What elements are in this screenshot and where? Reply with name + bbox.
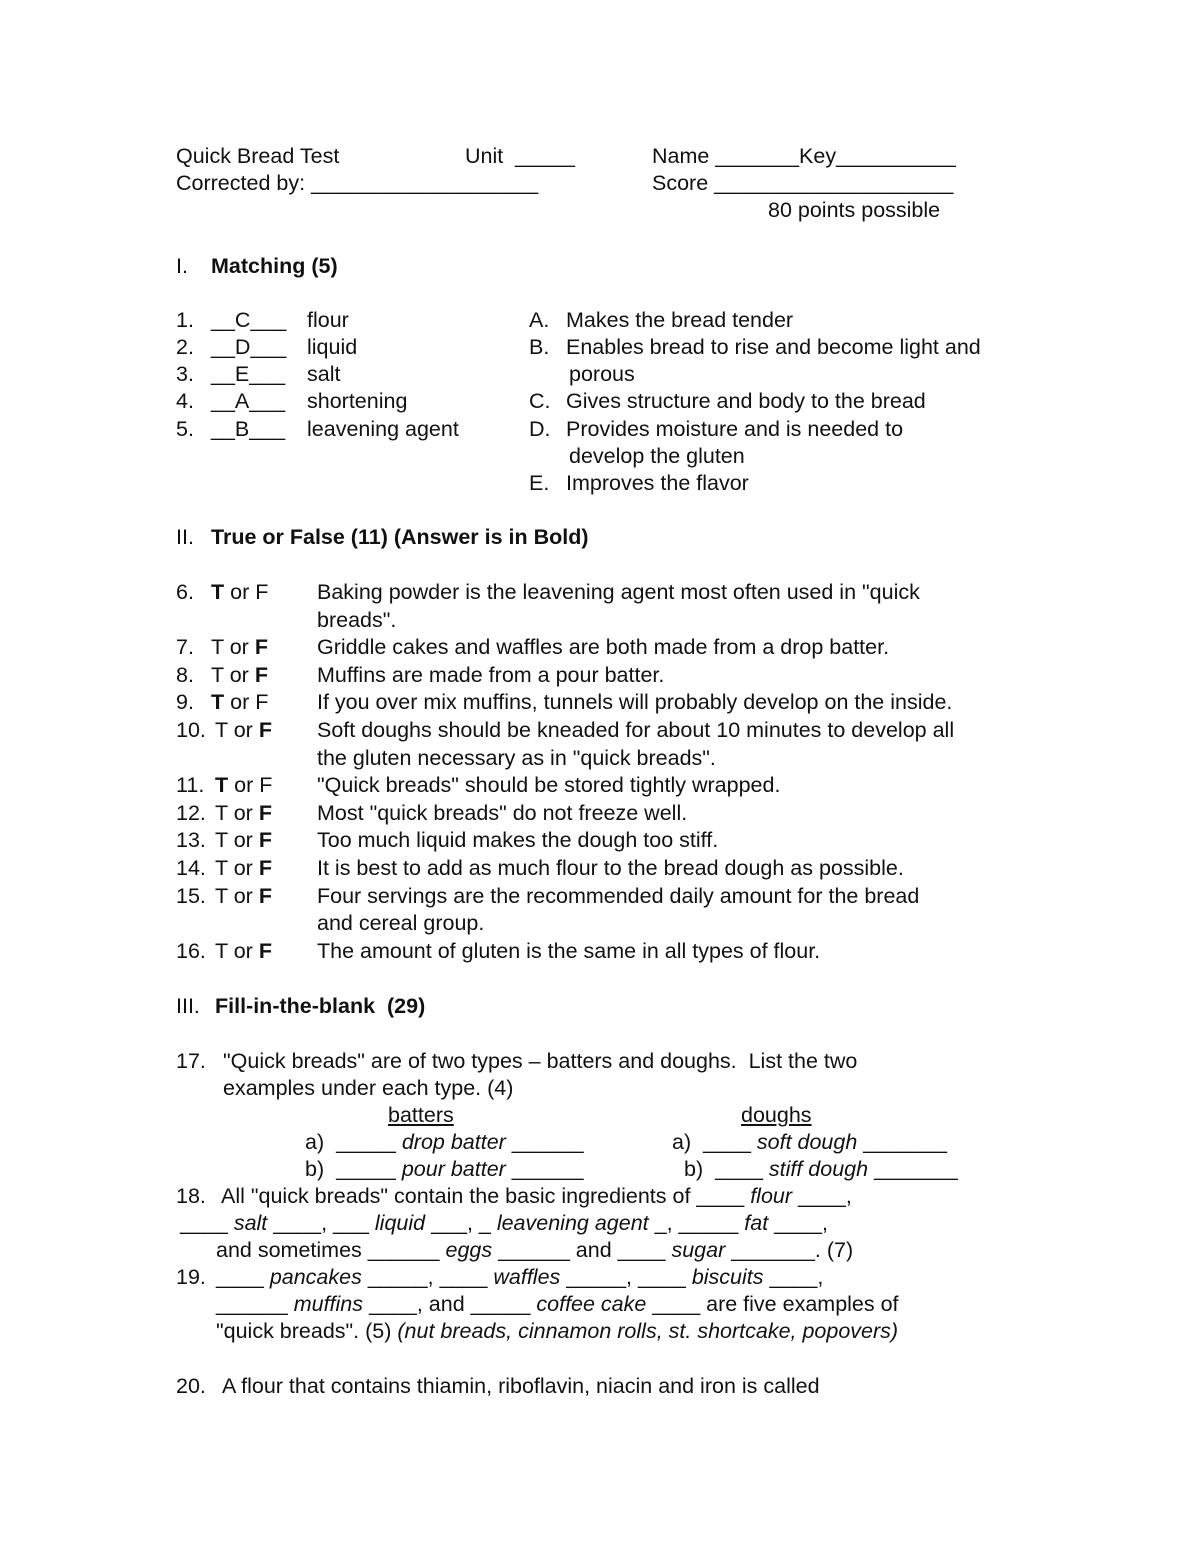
list-item-number: 1. (176, 308, 194, 332)
statement-text-continued: breads". (317, 607, 397, 632)
true-option: T (211, 635, 224, 660)
batter-b: b) _____ pour batter ______ (305, 1157, 584, 1181)
true-option: T (211, 662, 224, 687)
statement-text: Soft doughs should be kneaded for about 10 minutes to develop all (317, 718, 955, 742)
answer-text: pour batter (401, 1157, 506, 1181)
batter-a: a) _____ drop batter ______ (305, 1130, 584, 1154)
statement-text-continued: and cereal group. (317, 911, 485, 936)
true-option: T (211, 580, 225, 604)
q19-line3: "quick breads". (5) (nut breads, cinnamon rolls, st. shortcake, popovers) (216, 1319, 899, 1343)
matching-answer: __D___ (211, 335, 287, 359)
list-item-number: 6. (176, 580, 194, 604)
q18-line3: and sometimes ______ eggs ______ and ____ sugar _______. (7) (216, 1238, 854, 1262)
false-option: F (254, 662, 268, 687)
test-title: Quick Bread Test (176, 144, 340, 168)
true-false-choice: T or F (215, 718, 272, 742)
false-option: F (258, 883, 272, 908)
dough-b: b) ____ stiff dough _______ (684, 1157, 958, 1181)
list-item-number: 7. (176, 635, 194, 660)
section-title: Matching (5) (211, 254, 338, 278)
q19-line1: ____ pancakes _____, ____ waffles _____, ____ biscuits ____, (216, 1265, 824, 1289)
section-numeral: I. (176, 254, 188, 278)
false-option: F (258, 800, 272, 825)
question-number: 17. (176, 1049, 206, 1073)
list-item-number: 11. (176, 773, 205, 798)
false-option: F (259, 773, 273, 798)
statement-text: Baking powder is the leavening agent most often used in "quick (317, 580, 920, 604)
true-false-choice: T or F (215, 938, 272, 963)
option-letter: D. (529, 417, 551, 441)
list-item-number: 16. (176, 938, 206, 963)
option-text: Makes the bread tender (566, 308, 794, 332)
question-text: "Quick breads" are of two types – batters and doughs. List the two (223, 1049, 858, 1073)
list-item-number: 4. (176, 389, 194, 413)
section-numeral: II. (176, 525, 194, 549)
list-item-number: 15. (176, 883, 206, 908)
section-title: True or False (11) (Answer is in Bold) (211, 525, 589, 549)
matching-answer: __E___ (211, 362, 286, 386)
true-option: T (215, 773, 229, 798)
question-text: A flour that contains thiamin, riboflavin, niacin and iron is called (222, 1374, 820, 1398)
option-text: Improves the flavor (566, 471, 749, 495)
false-option: F (255, 580, 269, 604)
true-false-choice: T or F (211, 635, 268, 660)
false-option: F (258, 938, 272, 963)
unit-field: Unit _____ (465, 144, 575, 168)
option-text: Enables bread to rise and become light and (566, 335, 981, 359)
true-false-choice: T or F (215, 883, 272, 908)
true-false-choice: T or F (215, 773, 273, 798)
section-numeral: III. (176, 994, 200, 1018)
matching-answer: __B___ (211, 417, 286, 441)
matching-answer: __A___ (211, 389, 286, 413)
list-item-number: 2. (176, 335, 194, 359)
true-false-choice: T or F (215, 828, 272, 853)
q18-line2: ____ salt ____, ___ liquid ___, _ leavening agent _, _____ fat ____, (180, 1211, 828, 1235)
list-item-number: 8. (176, 662, 194, 687)
true-false-choice: T or F (211, 580, 269, 604)
true-option: T (211, 690, 225, 715)
option-text: Provides moisture and is needed to (566, 417, 904, 441)
option-letter: A. (529, 308, 550, 332)
false-option: F (258, 856, 272, 880)
statement-text: Most "quick breads" do not freeze well. (317, 800, 688, 825)
list-item-number: 3. (176, 362, 194, 386)
false-option: F (254, 635, 268, 660)
option-text-continued: porous (569, 362, 635, 386)
q19-line2: ______ muffins ____, and _____ coffee cake ____ are five examples of (216, 1292, 899, 1316)
list-item-number: 9. (176, 690, 194, 715)
option-text: Gives structure and body to the bread (566, 389, 926, 413)
answer-text: drop batter (401, 1130, 506, 1154)
true-option: T (215, 883, 228, 908)
question-number: 19. (176, 1265, 206, 1289)
question-text-continued: examples under each type. (4) (223, 1076, 514, 1100)
q18-line1: All "quick breads" contain the basic ingredients of ____ flour ____, (221, 1184, 852, 1208)
statement-text: Too much liquid makes the dough too stiff. (317, 828, 719, 853)
true-option: T (215, 800, 228, 825)
statement-text: Muffins are made from a pour batter. (317, 662, 665, 687)
section-title: Fill-in-the-blank (29) (215, 994, 426, 1018)
corrected-by-field: Corrected by: ___________________ (176, 171, 539, 195)
question-number: 18. (176, 1184, 206, 1208)
list-item-number: 13. (176, 828, 206, 853)
matching-term: leavening agent (307, 417, 459, 441)
doughs-heading: doughs (741, 1103, 812, 1127)
statement-text: The amount of gluten is the same in all types of flour. (317, 938, 821, 963)
question-number: 20. (176, 1374, 206, 1398)
matching-term: flour (307, 308, 349, 332)
matching-term: liquid (307, 335, 358, 359)
true-option: T (215, 828, 228, 853)
true-option: T (215, 856, 228, 880)
matching-term: shortening (307, 389, 408, 413)
option-letter: E. (529, 471, 550, 495)
true-false-choice: T or F (215, 800, 272, 825)
true-option: T (215, 938, 228, 963)
answer-text: soft dough (756, 1130, 858, 1154)
statement-text: If you over mix muffins, tunnels will probably develop on the inside. (317, 690, 953, 715)
false-option: F (255, 690, 269, 715)
option-text-continued: develop the gluten (569, 444, 745, 468)
list-item-number: 5. (176, 417, 194, 441)
statement-text: Four servings are the recommended daily amount for the bread (317, 883, 920, 908)
name-field: Name _______Key__________ (652, 144, 956, 168)
option-letter: B. (529, 335, 550, 359)
list-item-number: 12. (176, 800, 206, 825)
true-false-choice: T or F (211, 690, 269, 715)
list-item-number: 14. (176, 856, 206, 880)
statement-text: It is best to add as much flour to the bread dough as possible. (317, 856, 904, 880)
points-possible: 80 points possible (768, 198, 941, 222)
list-item-number: 10. (176, 718, 206, 742)
true-option: T (215, 718, 228, 742)
statement-text: Griddle cakes and waffles are both made from a drop batter. (317, 635, 890, 660)
matching-answer: __C___ (211, 308, 287, 332)
dough-a: a) ____ soft dough _______ (672, 1130, 947, 1154)
statement-text: "Quick breads" should be stored tightly wrapped. (317, 773, 781, 798)
false-option: F (258, 828, 272, 853)
matching-term: salt (307, 362, 341, 386)
option-letter: C. (529, 389, 551, 413)
true-false-choice: T or F (215, 856, 272, 880)
answer-text: stiff dough (768, 1157, 869, 1181)
statement-text-continued: the gluten necessary as in "quick breads". (317, 745, 716, 770)
score-field: Score ____________________ (652, 171, 954, 195)
false-option: F (258, 718, 272, 742)
true-false-choice: T or F (211, 662, 268, 687)
batters-heading: batters (388, 1103, 454, 1127)
